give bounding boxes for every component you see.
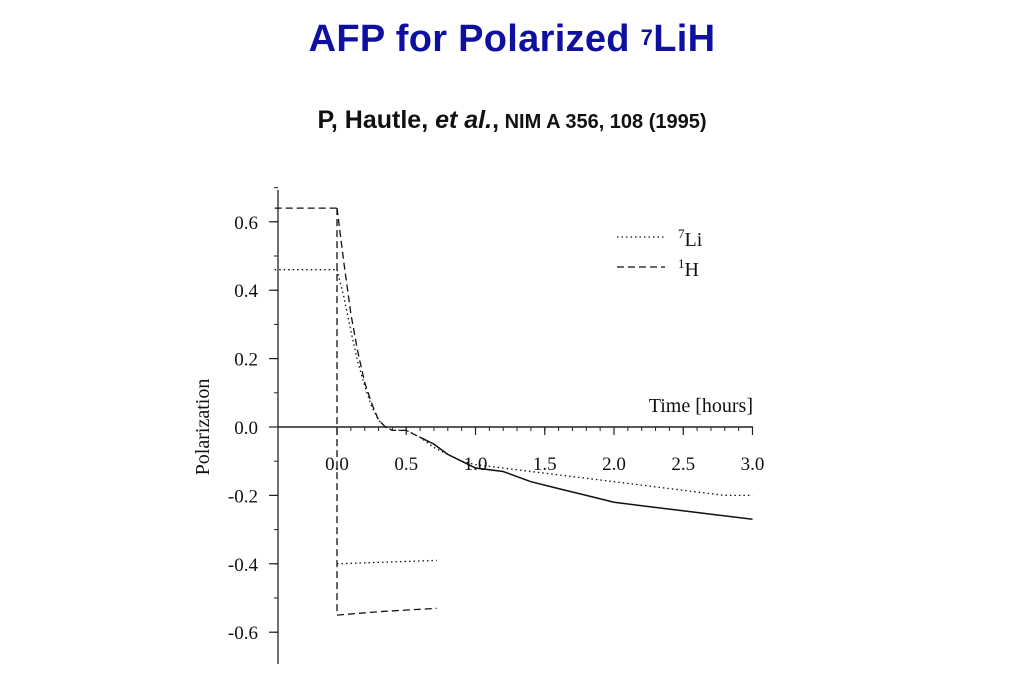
x-tick-label: 0.5 [394, 454, 419, 475]
subtitle-authors: P, Hautle, [317, 106, 436, 134]
y-tick-label: 0.0 [234, 418, 258, 439]
x-tick-label: 2.5 [671, 454, 696, 475]
x-tick-label: 1.0 [463, 454, 488, 475]
legend-superscript: 7 [678, 226, 685, 241]
y-tick-label: -0.2 [227, 486, 258, 508]
title-main: AFP for Polarized [308, 18, 641, 60]
series-line-solid [420, 437, 752, 519]
y-tick-label: 0.6 [234, 212, 258, 234]
y-tick-label: 0.2 [234, 349, 258, 371]
legend-label-li [678, 226, 703, 251]
y-tick-label: -0.4 [227, 554, 258, 576]
title-end: LiH [653, 18, 716, 60]
series-line-7li [337, 560, 437, 563]
x-tick-label: 0.0 [325, 454, 349, 475]
y-tick-label: -0.6 [227, 623, 258, 645]
legend-text: H [684, 259, 699, 281]
legend-label-h [678, 256, 699, 281]
title-superscript: 7 [640, 25, 654, 50]
x-tick-label: 3.0 [740, 454, 765, 475]
subtitle-etal: et al. [435, 106, 493, 134]
x-tick-label: 1.5 [532, 454, 557, 475]
legend-text: Li [684, 229, 703, 251]
legend-superscript: 1 [678, 256, 685, 271]
chart-legend [617, 226, 703, 281]
subtitle-comma: , [492, 106, 500, 134]
y-axis-label: Polarization [192, 378, 214, 476]
y-tick-label: 0.4 [234, 281, 258, 303]
subtitle-reference: NIM A 356, 108 (1995) [499, 111, 707, 133]
x-tick-label: 2.0 [602, 454, 626, 475]
series-line-1h [337, 608, 437, 615]
x-axis-label: Time [hours] [648, 395, 753, 417]
